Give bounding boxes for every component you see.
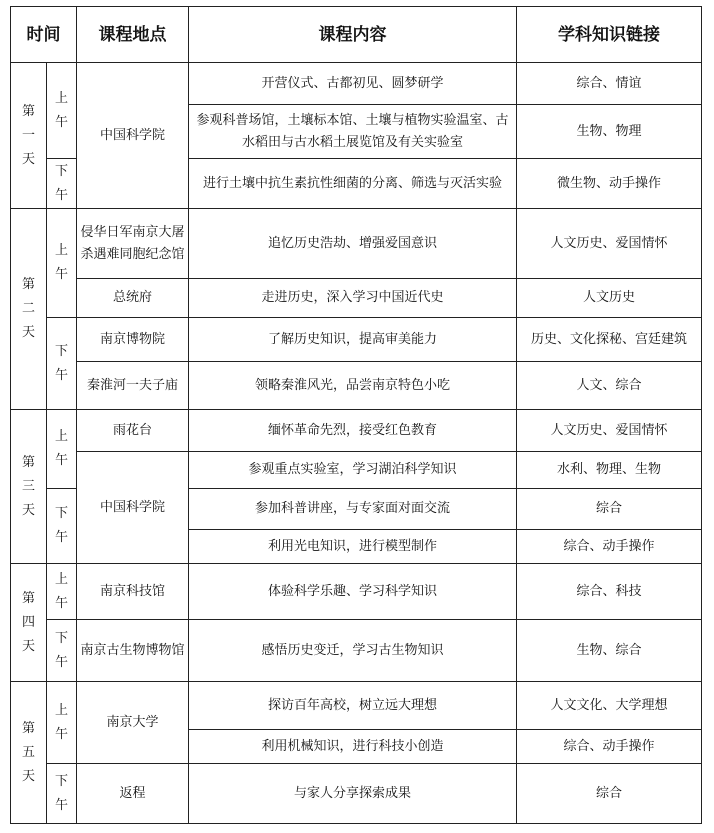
table-row	[11, 620, 702, 682]
header-knowledge: 学科知识链接	[517, 7, 702, 63]
knowledge-cell: 人文历史	[517, 279, 702, 318]
content-cell: 感悟历史变迁，学习古生物知识	[189, 620, 517, 682]
table-row	[11, 410, 702, 452]
knowledge-cell: 人文历史、爱国情怀	[517, 209, 702, 279]
day-label: 第三天	[21, 454, 35, 518]
content-cell: 利用光电知识，进行模型制作	[189, 530, 517, 564]
knowledge-cell: 人文、综合	[517, 362, 702, 410]
period-cell	[47, 489, 77, 564]
table-row	[11, 318, 702, 362]
table-row	[11, 682, 702, 730]
period-label: 上午	[54, 429, 68, 468]
header-row	[11, 7, 702, 63]
knowledge-cell: 微生物、动手操作	[517, 159, 702, 209]
period-cell	[47, 209, 77, 318]
day-label: 第四天	[21, 590, 35, 654]
location-cell: 南京古生物博物馆	[77, 620, 189, 682]
period-label: 上午	[54, 90, 68, 130]
period-cell	[47, 682, 77, 764]
schedule-table	[10, 6, 702, 824]
knowledge-cell: 生物、物理	[517, 105, 702, 159]
content-cell: 体验科学乐趣、学习科学知识	[189, 564, 517, 620]
knowledge-cell: 人文文化、大学理想	[517, 682, 702, 730]
content-cell: 参加科普讲座，与专家面对面交流	[189, 489, 517, 530]
knowledge-cell: 人文历史、爱国情怀	[517, 410, 702, 452]
content-cell: 参观重点实验室，学习湖泊科学知识	[189, 452, 517, 489]
content-cell: 领略秦淮风光，品尝南京特色小吃	[189, 362, 517, 410]
knowledge-cell: 生物、综合	[517, 620, 702, 682]
content-cell: 缅怀革命先烈，接受红色教育	[189, 410, 517, 452]
period-label: 下午	[54, 343, 68, 383]
day-cell	[11, 410, 47, 564]
period-cell	[47, 410, 77, 489]
knowledge-cell: 综合、情谊	[517, 63, 702, 105]
period-cell	[47, 318, 77, 410]
day-cell	[11, 682, 47, 824]
content-cell: 走进历史，深入学习中国近代史	[189, 279, 517, 318]
content-cell: 探访百年高校，树立远大理想	[189, 682, 517, 730]
day-label: 第五天	[21, 720, 35, 784]
location-cell: 雨花台	[77, 410, 189, 452]
period-cell	[47, 764, 77, 824]
knowledge-cell: 综合	[517, 764, 702, 824]
location-cell: 秦淮河一夫子庙	[77, 362, 189, 410]
location-cell: 南京大学	[77, 682, 189, 764]
table-row	[11, 63, 702, 105]
day-cell	[11, 63, 47, 209]
table-row	[11, 764, 702, 824]
location-cell: 中国科学院	[77, 63, 189, 209]
location-cell: 总统府	[77, 279, 189, 318]
period-label: 上午	[54, 571, 68, 611]
location-cell: 南京科技馆	[77, 564, 189, 620]
content-cell: 追忆历史浩劫、增强爱国意识	[189, 209, 517, 279]
knowledge-cell: 综合、动手操作	[517, 530, 702, 564]
knowledge-cell: 综合、动手操作	[517, 730, 702, 764]
table-row	[11, 564, 702, 620]
period-cell	[47, 564, 77, 620]
period-label: 下午	[54, 630, 68, 670]
period-cell	[47, 620, 77, 682]
location-cell: 侵华日军南京大屠杀遇难同胞纪念馆	[77, 209, 189, 279]
header-content: 课程内容	[189, 7, 517, 63]
location-cell: 返程	[77, 764, 189, 824]
content-cell: 了解历史知识，提高审美能力	[189, 318, 517, 362]
period-cell	[47, 159, 77, 209]
content-cell: 进行土壤中抗生素抗性细菌的分离、筛选与灭活实验	[189, 159, 517, 209]
table-row	[11, 362, 702, 410]
location-cell: 南京博物院	[77, 318, 189, 362]
location-cell: 中国科学院	[77, 452, 189, 564]
knowledge-cell: 历史、文化探秘、宫廷建筑	[517, 318, 702, 362]
table-row	[11, 452, 702, 489]
knowledge-cell: 水利、物理、生物	[517, 452, 702, 489]
content-cell: 利用机械知识，进行科技小创造	[189, 730, 517, 764]
table-row	[11, 279, 702, 318]
day-cell	[11, 209, 47, 410]
content-cell: 参观科普场馆，土壤标本馆、土壤与植物实验温室、古水稻田与古水稻土展览馆及有关实验室	[189, 105, 517, 159]
period-label: 下午	[54, 163, 68, 203]
day-label: 第二天	[21, 277, 35, 340]
knowledge-cell: 综合、科技	[517, 564, 702, 620]
knowledge-cell: 综合	[517, 489, 702, 530]
content-cell: 开营仪式、古都初见、圆梦研学	[189, 63, 517, 105]
day-label: 第一天	[21, 103, 35, 167]
day-cell	[11, 564, 47, 682]
table-row	[11, 209, 702, 279]
content-cell: 与家人分享探索成果	[189, 764, 517, 824]
period-label: 上午	[54, 702, 68, 742]
period-cell	[47, 63, 77, 159]
header-location: 课程地点	[77, 7, 189, 63]
period-label: 上午	[54, 243, 68, 282]
header-time: 时间	[11, 7, 77, 63]
period-label: 下午	[54, 506, 68, 545]
period-label: 下午	[54, 773, 68, 813]
